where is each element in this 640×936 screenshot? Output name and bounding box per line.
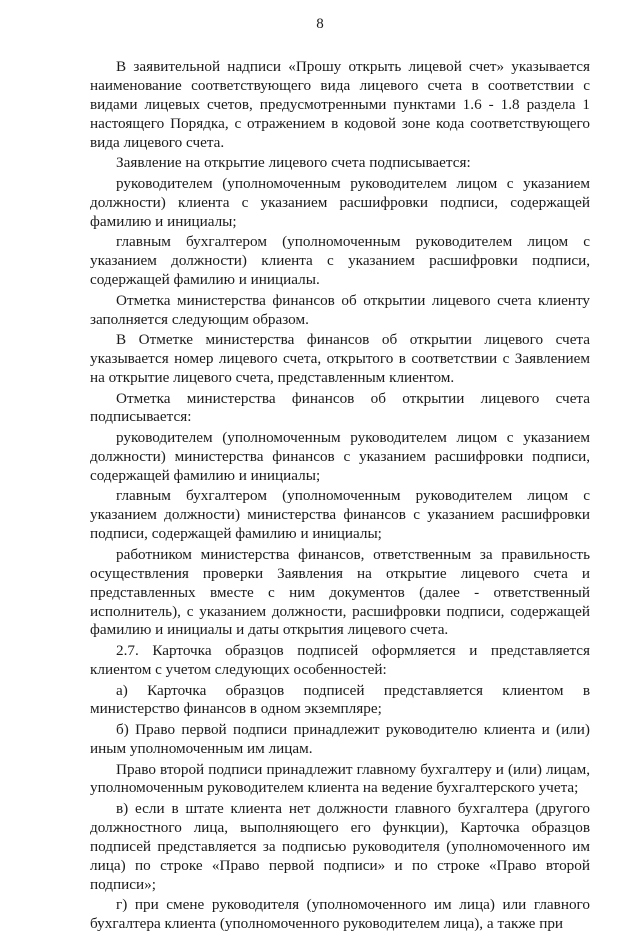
paragraph-second-signature-right: Право второй подписи принадлежит главному бухгалтеру и (или) лицам, уполномоченным руководителем клиента на ведение бухгалтерского учета; — [90, 760, 590, 797]
paragraph-application-signed: Заявление на открытие лицевого счета подписывается: — [116, 154, 471, 172]
paragraph-item-v: в) если в штате клиента нет должности главного бухгалтера (другого должностного лица, выполняющего его функции), Карточка образцов подписей представляется за подписью руководителя (уполномоченного им лица) по строке «Право первой подписи» и по строке «Право второй подписи»; — [90, 800, 590, 893]
paragraph-ministry-signer-head: руководителем (уполномоченным руководителем лицом с указанием должности) министерства финансов с указанием расшифровки подписи, содержащей фамилию и инициалы; — [90, 429, 590, 484]
page-number: 8 — [316, 16, 324, 32]
document-body — [90, 58, 590, 936]
paragraph-ministry-mark-filled: Отметка министерства финансов об открытии лицевого счета клиенту заполняется следующим образом. — [90, 291, 590, 328]
paragraph-account-type-inscription: В заявительной надписи «Прошу открыть лицевой счет» указывается наименование соответствующего вида лицевого счета в соответствии с видами лицевых счетов, предусмотренными пунктами 1.6 - 1.8 раздела 1 настоящего Порядка, с отражением в кодовой зоне кода соответствующего вида лицевого счета. — [90, 58, 590, 151]
paragraph-ministry-mark-account-number: В Отметке министерства финансов об открытии лицевого счета указывается номер лицевого счета, открытого в соответствии с Заявлением на открытие лицевого счета, представленным клиентом. — [90, 331, 590, 386]
paragraph-signer-head: руководителем (уполномоченным руководителем лицом с указанием должности) клиента с указанием расшифровки подписи, содержащей фамилию и инициалы; — [90, 174, 590, 230]
paragraph-item-a: а) Карточка образцов подписей представляется клиентом в министерство финансов в одном экземпляре; — [90, 681, 590, 718]
paragraph-ministry-signer-chief-accountant: главным бухгалтером (уполномоченным руководителем лицом с указанием должности) министерства финансов с указанием расшифровки подписи, содержащей фамилию и инициалы; — [90, 487, 590, 543]
paragraph-item-b: б) Право первой подписи принадлежит руководителю клиента и (или) иным уполномоченным им лицам. — [90, 721, 590, 757]
paragraph-section-2-7: 2.7. Карточка образцов подписей оформляется и представляется клиентом с учетом следующих особенностей: — [90, 642, 590, 678]
paragraph-item-g: г) при смене руководителя (уполномоченного им лица) или главного бухгалтера клиента (уполномоченного руководителем лица), а также при — [90, 896, 590, 933]
paragraph-ministry-signer-executor: работником министерства финансов, ответственным за правильность осуществления проверки Заявления на открытие лицевого счета и представленных вместе с ним документов (далее - ответственный исполнитель), с указанием должности, расшифровки подписи, содержащей фамилию и инициалы и даты открытия лицевого счета. — [90, 545, 590, 639]
paragraph-ministry-mark-signed: Отметка министерства финансов об открытии лицевого счета подписывается: — [90, 389, 590, 426]
paragraph-signer-chief-accountant: главным бухгалтером (уполномоченным руководителем лицом с указанием должности) клиента с указанием расшифровки подписи, содержащей фамилию и инициалы. — [90, 233, 590, 289]
